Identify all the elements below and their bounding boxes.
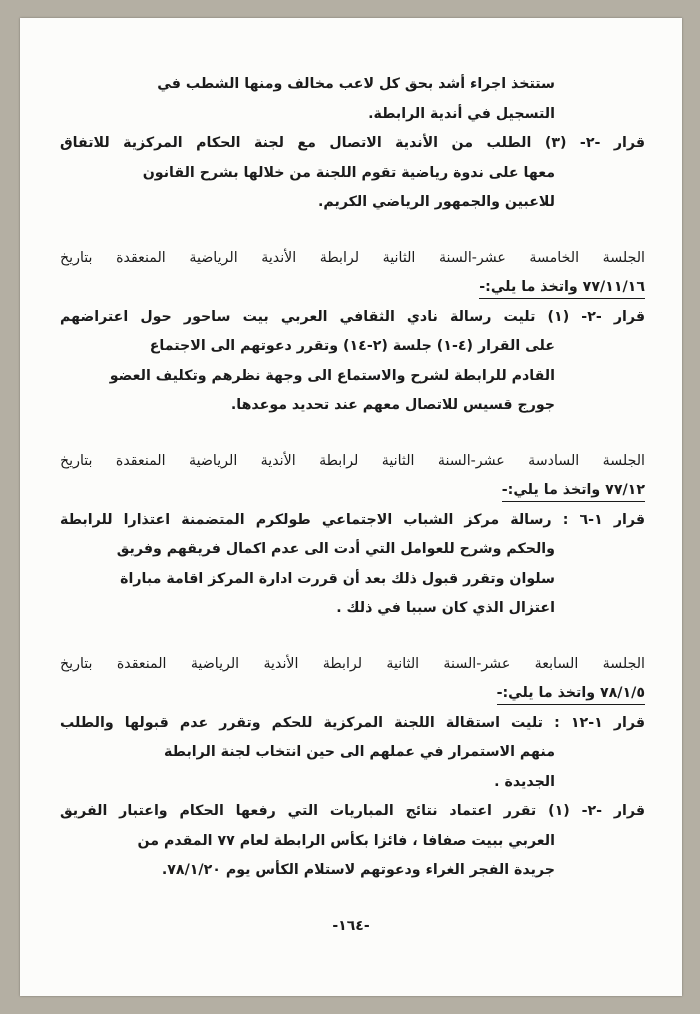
text-line: القادم للرابطة لشرح والاستماع الى وجهة نظرهم وتكليف العضو <box>109 367 555 384</box>
session-date-line <box>60 476 645 506</box>
text-line: منهم الاستمرار في عملهم الى حين انتخاب لجنة الرابطة <box>164 744 555 760</box>
text-line: الجديدة . <box>494 773 555 790</box>
text-line: جريدة الفجر الغراء ودعوتهم لاستلام الكأس يوم ٧٨/١/٢٠. <box>161 862 555 878</box>
text-line: والحكم وشرح للعوامل التي أدت الى عدم اكمال فريقهم وفريق <box>116 541 555 557</box>
text-line: قرار ١-١٢ : تليت استقالة اللجنة المركزية للحكم وتقرر عدم قبولها والطلب <box>60 714 645 731</box>
session-date: ٧٧/١٢ واتخذ ما يلي:- <box>502 479 645 502</box>
document-page <box>20 18 682 996</box>
session-date-line <box>60 679 645 709</box>
text-line: قرار ١-٦ : رسالة مركز الشباب الاجتماعي طولكرم المتضمنة اعتذارا للرابطة <box>60 511 645 528</box>
text-line: العربي ببيت صفافا ، فائزا بكأس الرابطة لعام ٧٧ المقدم من <box>137 832 555 849</box>
text-line: قرار -٢- (٣) الطلب من الأندية الاتصال مع لجنة الحكام المركزية للاتفاق <box>60 135 645 151</box>
page-number: -١٦٤- <box>332 918 370 934</box>
page-body <box>60 70 645 886</box>
session-heading: الجلسة السابعة عشر-السنة الثانية لرابطة الأندية الرياضية المنعقدة بتاريخ <box>60 655 645 672</box>
text-line: سلوان وتقرر قبول ذلك بعد أن قررت ادارة المركز اقامة مباراة <box>120 570 555 587</box>
session-heading: الجلسة السادسة عشر-السنة الثانية لرابطة الأندية الرياضية المنعقدة بتاريخ <box>60 452 645 469</box>
spacer <box>60 218 645 244</box>
text-line: جورج قسيس للاتصال معهم عند تحديد موعدها. <box>230 397 555 413</box>
session-date: ٧٨/١/٥ واتخذ ما يلي:- <box>497 682 645 705</box>
text-line: قرار -٢- (١) تقرر اعتماد نتائج المباريات التي رفعها الحكام واعتبار الفريق <box>60 803 645 819</box>
spacer <box>60 624 645 650</box>
session-date-line <box>60 273 645 303</box>
text-line: على القرار (٤-١) جلسة (٢-١٤) وتقرر دعوتهم الى الاجتماع <box>149 338 555 354</box>
text-line: للاعبين والجمهور الرياضي الكريم. <box>318 194 555 210</box>
session-date: ٧٧/١١/١٦ واتخذ ما يلي:- <box>479 276 645 299</box>
text-line: قرار -٢- (١) تليت رسالة نادي الثقافي العربي بيت ساحور حول اعتراضهم <box>60 308 645 325</box>
text-line: معها على ندوة رياضية تقوم اللجنة من خلالها بشرح القانون <box>142 164 555 181</box>
text-line: ستتخذ اجراء أشد بحق كل لاعب مخالف ومنها الشطب في <box>157 76 555 92</box>
session-heading: الجلسة الخامسة عشر-السنة الثانية لرابطة الأندية الرياضية المنعقدة بتاريخ <box>60 249 645 266</box>
text-line: التسجيل في أندية الرابطة. <box>368 105 555 122</box>
text-line: اعتزال الذي كان سببا في ذلك . <box>336 600 555 616</box>
spacer <box>60 421 645 447</box>
